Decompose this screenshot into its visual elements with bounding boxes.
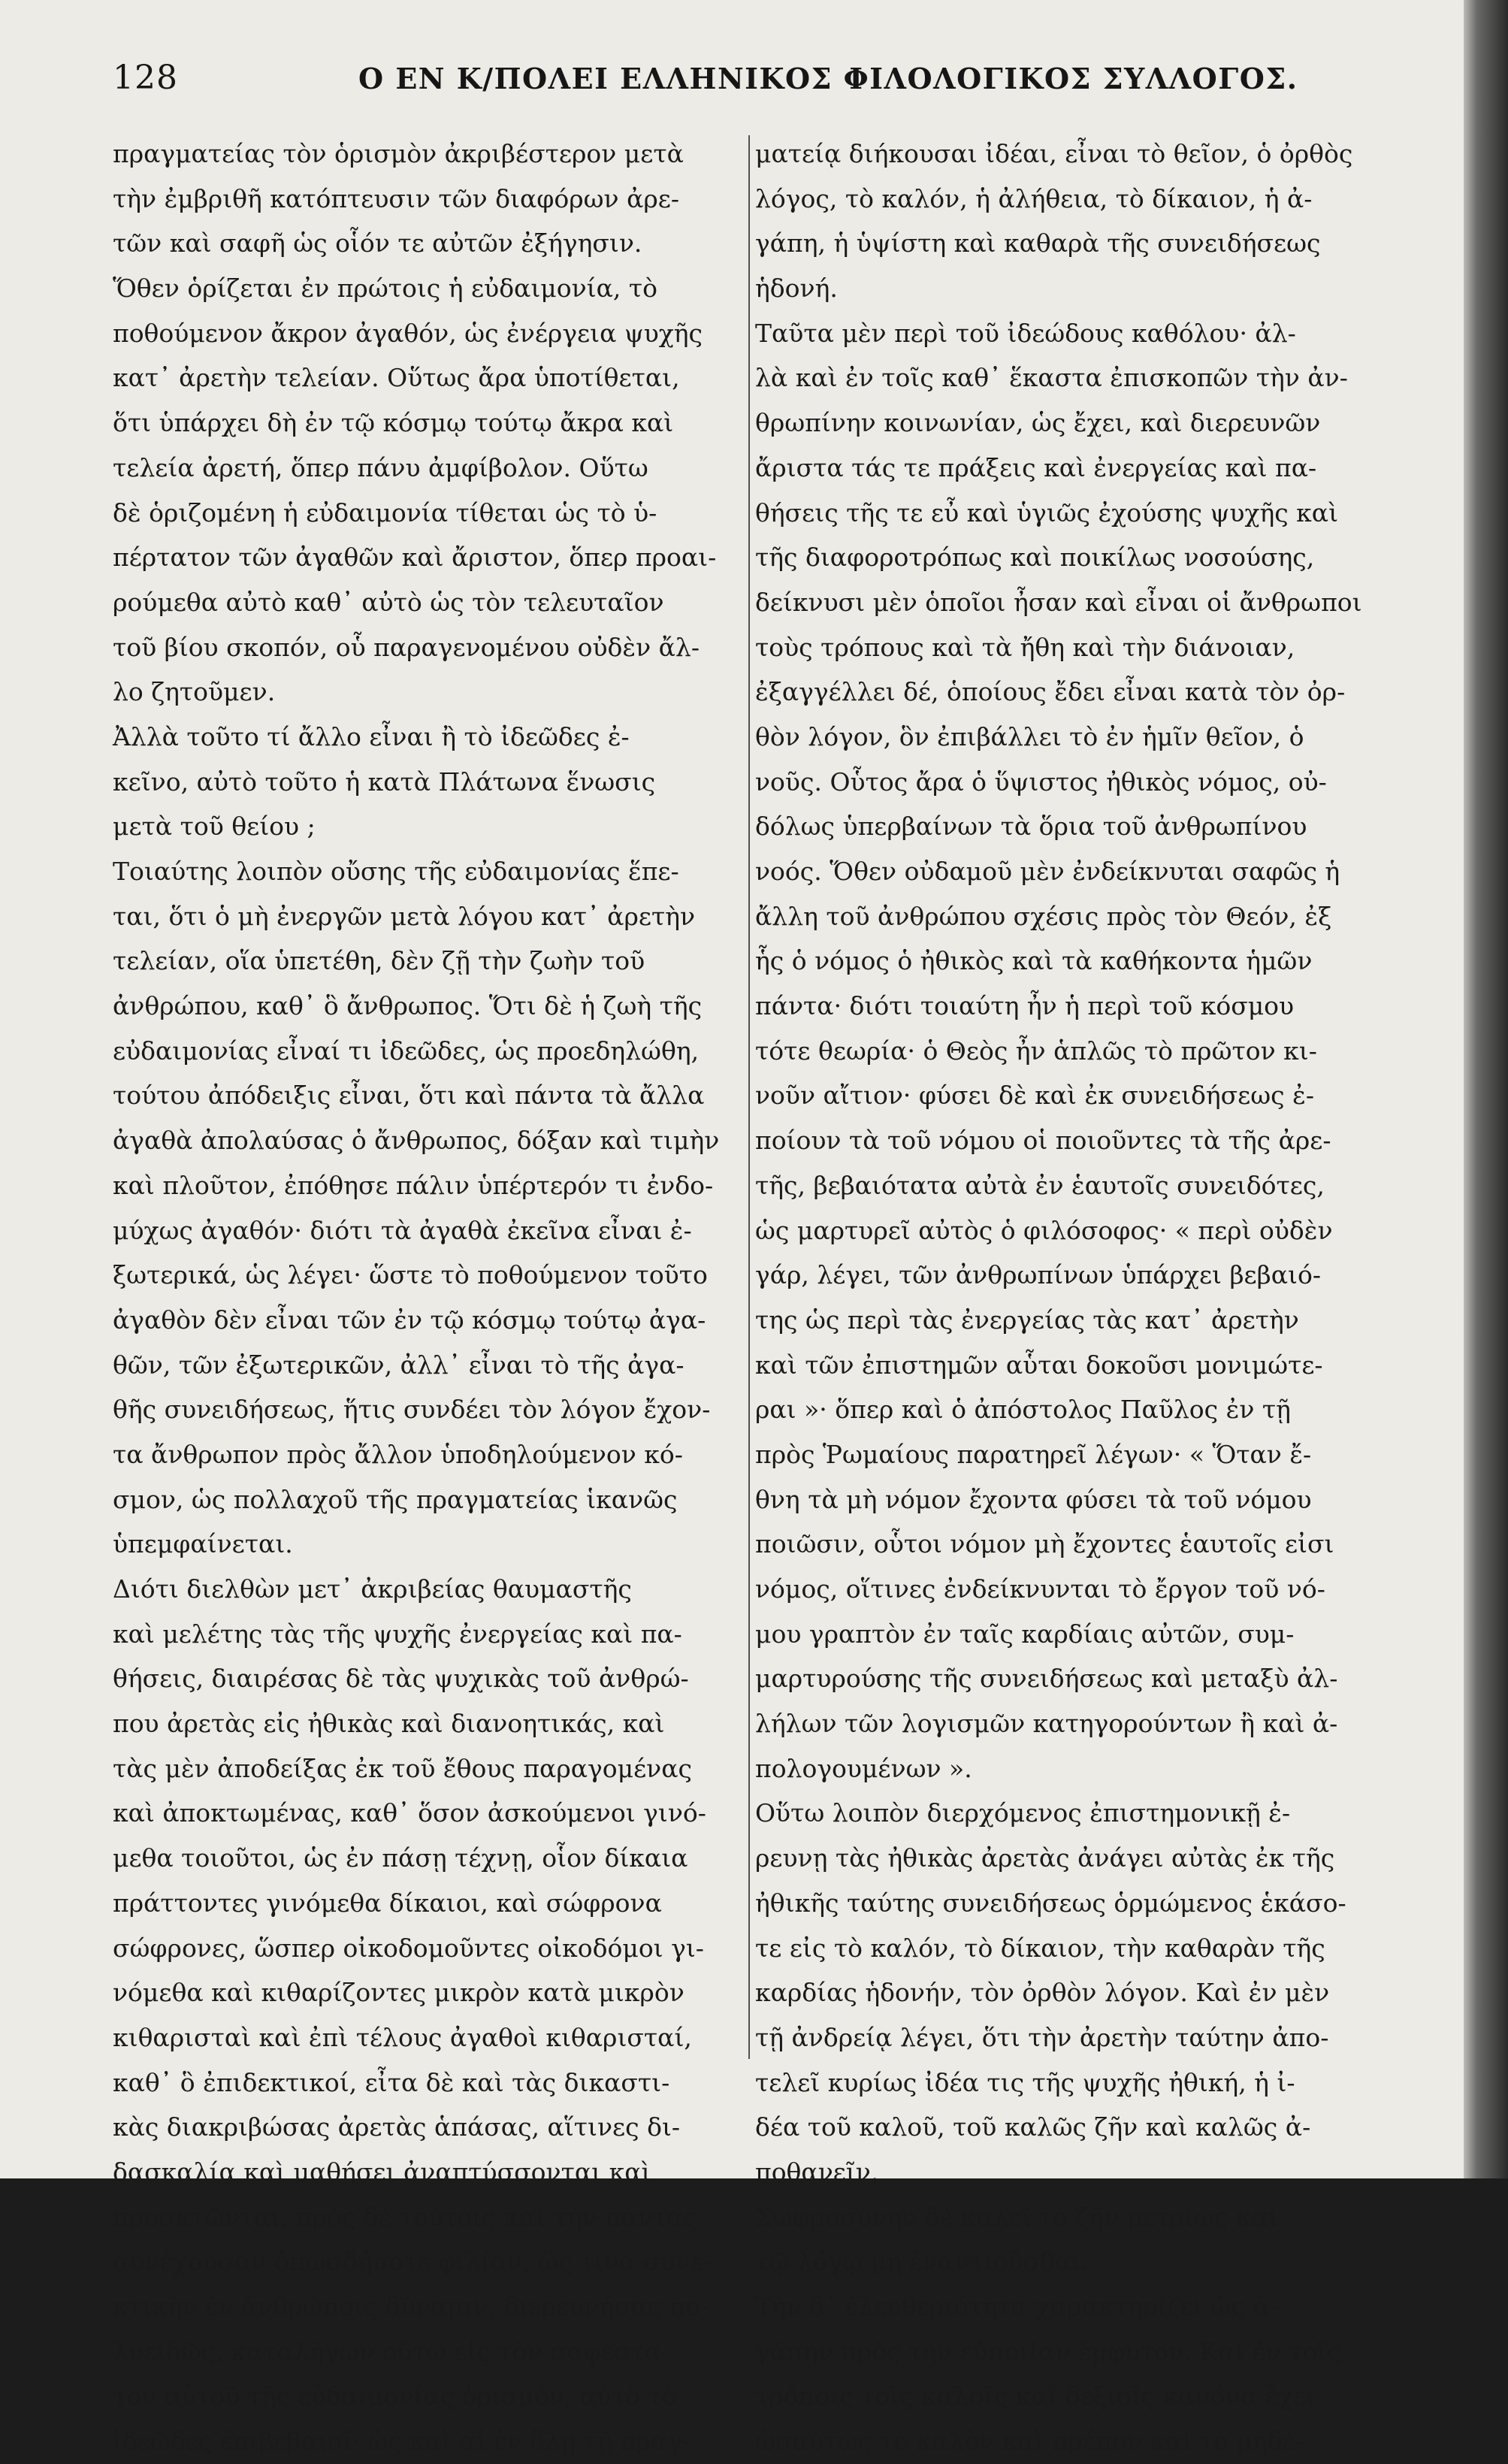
text-line: δέα τοῦ καλοῦ, τοῦ καλῶς ζῆν καὶ καλῶς ἀ- — [755, 2112, 1311, 2142]
text-line: ἡδονή. — [755, 274, 838, 304]
text-line: γάπη, ἡ ὑψίστη καὶ καθαρὰ τῆς συνειδήσεως — [755, 228, 1321, 258]
text-line: ὑπεμφαίνεται. — [113, 1529, 293, 1559]
text-line: μύχως ἀγαθόν· διότι τὰ ἀγαθὰ ἐκεῖνα εἶναι ἐ- — [113, 1215, 692, 1245]
text-line: τότε θεωρία· ὁ Θεὸς ἦν ἁπλῶς τὸ πρῶτον κι- — [755, 1035, 1317, 1066]
text-line: πέρτατον τῶν ἀγαθῶν καὶ ἄριστον, ὅπερ προαι- — [113, 543, 717, 573]
text-line: δασκαλίᾳ καὶ μαθήσει ἀναπτύσσονται καὶ — [113, 2157, 651, 2187]
text-line: τελεῖ κυρίως ἰδέα τις τῆς ψυχῆς ἠθική, ἡ ἰ- — [755, 2067, 1295, 2097]
text-line: τα ἄνθρωπον πρὸς ἄλλον ὑποδηλούμενον κό- — [113, 1439, 683, 1469]
text-line: Διότι διελθὼν μετ᾽ ἀκριβείας θαυμαστῆς — [113, 1574, 632, 1604]
text-line: της ὡς περὶ τὰς ἐνεργείας τὰς κατ᾽ ἀρετὴν — [755, 1305, 1299, 1335]
text-line: τῶν καὶ σαφῆ ὡς οἷόν τε αὐτῶν ἐξήγησιν. — [113, 228, 642, 258]
text-line: τοῦ βίου σκοπόν, οὗ παραγενομένου οὐδὲν ἄλ- — [113, 632, 700, 662]
text-line: δὲ ὁριζομένη ἡ εὐδαιμονία τίθεται ὡς τὸ ὑ- — [113, 497, 657, 528]
text-line: θήσεις τῆς τε εὖ καὶ ὑγιῶς ἐχούσης ψυχῆς καὶ — [755, 497, 1339, 528]
text-line: ἧς ὁ νόμος ὁ ἠθικὸς καὶ τὰ καθήκοντα ἡμῶν — [755, 946, 1313, 976]
text-line: μεθα τοιοῦτοι, ὡς ἐν πάσῃ τέχνῃ, οἷον δίκαια — [113, 1843, 688, 1873]
text-line: σμον, ὡς πολλαχοῦ τῆς πραγματείας ἱκανῶς — [113, 1484, 678, 1514]
text-line: τὴν ἐμβριθῆ κατόπτευσιν τῶν διαφόρων ἀρε- — [113, 183, 680, 213]
text-line: τῷ λόγῳ μὴ ἐναντιοῦσθαι. — [755, 2247, 1089, 2277]
text-line: καὶ τῶν ἐπιστημῶν αὗται δοκοῦσι μονιμώτε- — [755, 1350, 1323, 1380]
text-line: καὶ πλοῦτον, ἐπόθησε πάλιν ὑπέρτερόν τι ἐνδο- — [113, 1170, 714, 1200]
text-line: μετὰ τοῦ θείου ; — [113, 812, 316, 842]
text-line: ἐξαγγέλλει δέ, ὁποίους ἔδει εἶναι κατὰ τὸν ὀρ- — [755, 677, 1346, 707]
text-line: τον αὐτοῦ τῆς εὐδαιμονίας ὁρισμόν, αὐτὸ τὸ — [113, 2381, 677, 2411]
text-line: τελείαν, οἵα ὑπετέθη, δὲν ζῇ τὴν ζωὴν τοῦ — [113, 946, 645, 976]
text-line: πράττοντες γινόμεθα δίκαιοι, καὶ σώφρονα — [113, 1888, 662, 1918]
text-line: πολογουμένων ». — [755, 1753, 972, 1783]
page-number: 128 — [113, 59, 178, 97]
running-title: Ο ΕΝ Κ/ΠΟΛΕΙ ΕΛΛΗΝΙΚΟΣ ΦΙΛΟΛΟΓΙΚΟΣ ΣΥΛΛΟΓΟΣ. — [358, 62, 1298, 95]
text-line: καρδίας ἡδονήν, τὸν ὀρθὸν λόγον. Καὶ ἐν μὲν — [755, 1978, 1330, 2008]
text-line: ἰδεῶδες ἐπιβεβαιοῖ· ὡς καὶ αἱ ἐν ὅλῃ τῇ πραγ- — [113, 2426, 691, 2456]
text-line: ἀγαθὰ ἀπολαύσας ὁ ἄνθρωπος, δόξαν καὶ τιμὴν — [113, 1126, 720, 1156]
text-line: Ταῦτα μὲν περὶ τοῦ ἰδεώδους καθόλου· ἀλ- — [755, 318, 1296, 348]
text-line: ται, ὅτι ὁ μὴ ἐνεργῶν μετὰ λόγου κατ᾽ ἀρετὴν — [113, 901, 696, 931]
text-line: ἀγαθὸν δὲν εἶναι τῶν ἐν τῷ κόσμῳ τούτῳ ἀγα- — [113, 1305, 706, 1335]
text-line: που ἀρετὰς εἰς ἠθικὰς καὶ διανοητικάς, καὶ — [113, 1709, 665, 1739]
text-line: ἠθικῆς ταύτης συνειδήσεως ὁρμώμενος ἑκάσο- — [755, 1888, 1346, 1918]
text-line: νόμος, οἵτινες ἐνδείκνυνται τὸ ἔργον τοῦ νό- — [755, 1574, 1325, 1604]
text-line: ρευνῃ τὰς ἠθικὰς ἀρετὰς ἀνάγει αὐτὰς ἐκ τῆς — [755, 1843, 1335, 1873]
text-line: Τοιαύτης λοιπὸν οὔσης τῆς εὐδαιμονίας ἕπε- — [113, 857, 679, 886]
text-line: ποίουν τὰ τοῦ νόμου οἱ ποιοῦντες τὰ τῆς ἀρε- — [755, 1126, 1331, 1156]
text-line: θὸν λόγον, ὃν ἐπιβάλλει τὸ ἐν ἡμῖν θεῖον, ὁ — [755, 721, 1304, 751]
text-line: ματείᾳ διήκουσαι ἰδέαι, εἶναι τὸ θεῖον, ὁ ὀρθὸς — [755, 139, 1353, 168]
left-column — [113, 132, 748, 2464]
text-line: θήσεις, διαιρέσας δὲ τὰς ψυχικὰς τοῦ ἀνθρώ- — [113, 1664, 689, 1694]
text-line: κατ᾽ ἀρετὴν τελείαν. Οὕτως ἄρα ὑποτίθεται, — [113, 363, 680, 393]
text-line: ἀνθρώπου, καθ᾽ ὃ ἄνθρωπος. Ὅτι δὲ ἡ ζωὴ τῆς — [113, 991, 703, 1021]
text-line: ἄριστα τάς τε πράξεις καὶ ἐνεργείας καὶ πα- — [755, 452, 1317, 482]
text-line: Ὅθεν ὁρίζεται ἐν πρώτοις ἡ εὐδαιμονία, τὸ — [113, 274, 657, 304]
text-line: ἄλλη τοῦ ἀνθρώπου σχέσις πρὸς τὸν Θεόν, ἐξ — [755, 901, 1332, 931]
text-line: τελεία ἀρετή, ὅπερ πάνυ ἀμφίβολον. Οὕτω — [113, 452, 648, 482]
text-line: λο ζητοῦμεν. — [113, 677, 276, 707]
text-line: τρόποις τοῖς καλοῖς καὶ δεξιοῖς κανόνα ἔχει — [755, 2381, 1316, 2411]
page-edge-shadow — [1464, 0, 1508, 2178]
text-line: τῆς, βεβαιότατα αὐτὰ ἐν ἑαυτοῖς συνειδότες, — [755, 1170, 1325, 1200]
text-line: καθ᾽ ὃ ἐπιδεκτικοί, εἶτα δὲ καὶ τὰς δικαστι- — [113, 2067, 670, 2097]
right-column — [755, 132, 1431, 2464]
text-line: ποιῶσιν, οὗτοι νόμον μὴ ἔχοντες ἑαυτοῖς εἰσι — [755, 1529, 1334, 1559]
text-line: κτικὴν ἐν ἀνθρώποις δύναμιν, διερευνήσας πο- — [113, 2292, 709, 2321]
text-line: καὶ μελέτης τὰς τῆς ψυχῆς ἐνεργείας καὶ πα- — [113, 1619, 682, 1649]
text-line: τῇ ἀνδρείᾳ λέγει, ὅτι τὴν ἀρετὴν ταύτην ἀπο- — [755, 2022, 1329, 2052]
text-line: συνέχουσαν ὁπωσδήποτε φιλίαν, ὥς τινα συνε- — [113, 2247, 712, 2277]
text-line: Οὕτω λοιπὸν διερχόμενος ἐπιστημονικῇ ἐ- — [755, 1798, 1291, 1828]
text-line: ξωτερικά, ὡς λέγει· ὥστε τὸ ποθούμενον τοῦτο — [113, 1260, 708, 1290]
text-line: ποθανεῖν. — [755, 2157, 879, 2187]
text-line: λυειδῶς, καταλήγων οὕτω εἰς τὸν σαφέστα- — [113, 2336, 670, 2366]
text-line: δείκνυσι μὲν ὁποῖοι ἦσαν καὶ εἶναι οἱ ἄνθρωποι — [755, 587, 1362, 617]
text-line: ὡς μαρτυρεῖ αὐτὸς ὁ φιλόσοφος· « περὶ οὐδὲν — [755, 1215, 1333, 1245]
text-line: ποθούμενον ἄκρον ἀγαθόν, ὡς ἐνέργεια ψυχῆς — [113, 318, 703, 348]
text-line: ραι »· ὅπερ καὶ ὁ ἀπόστολος Παῦλος ἐν τῇ — [755, 1395, 1291, 1425]
text-line: κεῖνο, αὐτὸ τοῦτο ἡ κατὰ Πλάτωνα ἕνωσις — [113, 766, 656, 797]
text-line: σώφρονες, ὥσπερ οἰκοδομοῦντες οἰκοδόμοι γι- — [113, 1933, 704, 1963]
text-line: θρωπίνην κοινωνίαν, ὡς ἔχει, καὶ διερευνῶν — [755, 408, 1321, 438]
text-line: θῶν, τῶν ἐξωτερικῶν, ἀλλ᾽ εἶναι τὸ τῆς ἀγα- — [113, 1350, 684, 1380]
page-header — [113, 59, 1298, 111]
text-line: τὰς μὲν ἀποδείξας ἐκ τοῦ ἔθους παραγομένας — [113, 1753, 692, 1783]
text-line: τούτου ἀπόδειξις εἶναι, ὅτι καὶ πάντα τὰ ἄλλα — [113, 1081, 705, 1111]
text-line: ὅτι ὑπάρχει δὴ ἐν τῷ κόσμῳ τούτῳ ἄκρα καὶ — [113, 408, 674, 438]
text-line: εὐδαιμονίας εἶναί τι ἰδεῶδες, ὡς προεδηλώθη, — [113, 1035, 700, 1066]
text-line: ὡσαύτως τὸ καλὸν καὶ πρέπον καὶ τὸ μηδὲ- — [755, 2426, 1304, 2456]
text-line: θῆς συνειδήσεως, ἥτις συνδέει τὸν λόγον ἔχον- — [113, 1395, 711, 1425]
text-line: λὰ καὶ ἐν τοῖς καθ᾽ ἕκαστα ἐπισκοπῶν τὴν ἀν- — [755, 363, 1348, 393]
text-line: κιθαρισταὶ καὶ ἐπὶ τέλους ἀγαθοὶ κιθαρισταί, — [113, 2022, 692, 2052]
text-line: τοὺς τρόπους καὶ τὰ ἤθη καὶ τὴν διάνοιαν, — [755, 632, 1295, 662]
text-line: πάντα· διότι τοιαύτη ἦν ἡ περὶ τοῦ κόσμου — [755, 991, 1295, 1021]
text-line: προσκτῶνται, πρὸς δὲ τούτοις καὶ τὴν πάντας — [113, 2202, 697, 2232]
text-line: λόγος, τὸ καλόν, ἡ ἀλήθεια, τὸ δίκαιον, ἡ ἀ- — [755, 183, 1313, 213]
text-line: Ἀλλὰ τοῦτο τί ἄλλο εἶναι ἢ τὸ ἰδεῶδες ἐ- — [113, 721, 630, 751]
text-line: τε εἰς τὸ καλόν, τὸ δίκαιον, τὴν καθαρὰν τῆς — [755, 1933, 1325, 1963]
text-line: μου γραπτὸν ἐν ταῖς καρδίαις αὐτῶν, συμ- — [755, 1619, 1295, 1649]
text-line: πρὸς Ῥωμαίους παρατηρεῖ λέγων· « Ὅταν ἔ- — [755, 1439, 1312, 1469]
text-line: καὶ ἀποκτωμένας, καθ᾽ ὅσον ἀσκούμενοι γινό- — [113, 1798, 706, 1828]
text-line: τῆς διαφοροτρόπως καὶ ποικίλως νοσούσης, — [755, 543, 1315, 573]
text-line: λήλων τῶν λογισμῶν κατηγορούντων ἢ καὶ ἀ- — [755, 1709, 1338, 1739]
text-line: Τὴν δ᾽ ἐλευθεριότητα χαρακτηρίζει ὡς ἀ- — [755, 2292, 1278, 2321]
text-line: γάπην πρὸς τὴν εὐποιίαν ἔμφυτον. Καὶ ἐν τοῖς — [755, 2336, 1341, 2366]
text-line: πραγματείας τὸν ὁρισμὸν ἀκριβέστερον μετὰ — [113, 139, 684, 168]
text-line: μαρτυρούσης τῆς συνειδήσεως καὶ μεταξὺ ἀλ- — [755, 1664, 1338, 1694]
text-line: θνη τὰ μὴ νόμον ἔχοντα φύσει τὰ τοῦ νόμου — [755, 1484, 1312, 1514]
text-line: νοός. Ὅθεν οὐδαμοῦ μὲν ἐνδείκνυται σαφῶς ἡ — [755, 857, 1340, 886]
text-line: ρούμεθα αὐτὸ καθ᾽ αὐτὸ ὡς τὸν τελευταῖον — [113, 587, 664, 617]
text-line: νοῦν αἴτιον· φύσει δὲ καὶ ἐκ συνειδήσεως ἐ- — [755, 1081, 1314, 1111]
text-line: νοῦς. Οὗτος ἄρα ὁ ὕψιστος ἠθικὸς νόμος, οὐ- — [755, 766, 1327, 797]
text-line: κὰς διακριβώσας ἀρετὰς ἁπάσας, αἵτινες δι- — [113, 2112, 681, 2142]
column-divider — [748, 135, 750, 2059]
text-line: Σωφροσύνην δὲ καλεῖ τὸ ζῆν μετρίως καὶ — [755, 2202, 1278, 2232]
text-line: δόλως ὑπερβαίνων τὰ ὅρια τοῦ ἀνθρωπίνου — [755, 812, 1307, 842]
text-line: γάρ, λέγει, τῶν ἀνθρωπίνων ὑπάρχει βεβαιό- — [755, 1260, 1321, 1290]
text-line: νόμεθα καὶ κιθαρίζοντες μικρὸν κατὰ μικρὸν — [113, 1978, 684, 2008]
